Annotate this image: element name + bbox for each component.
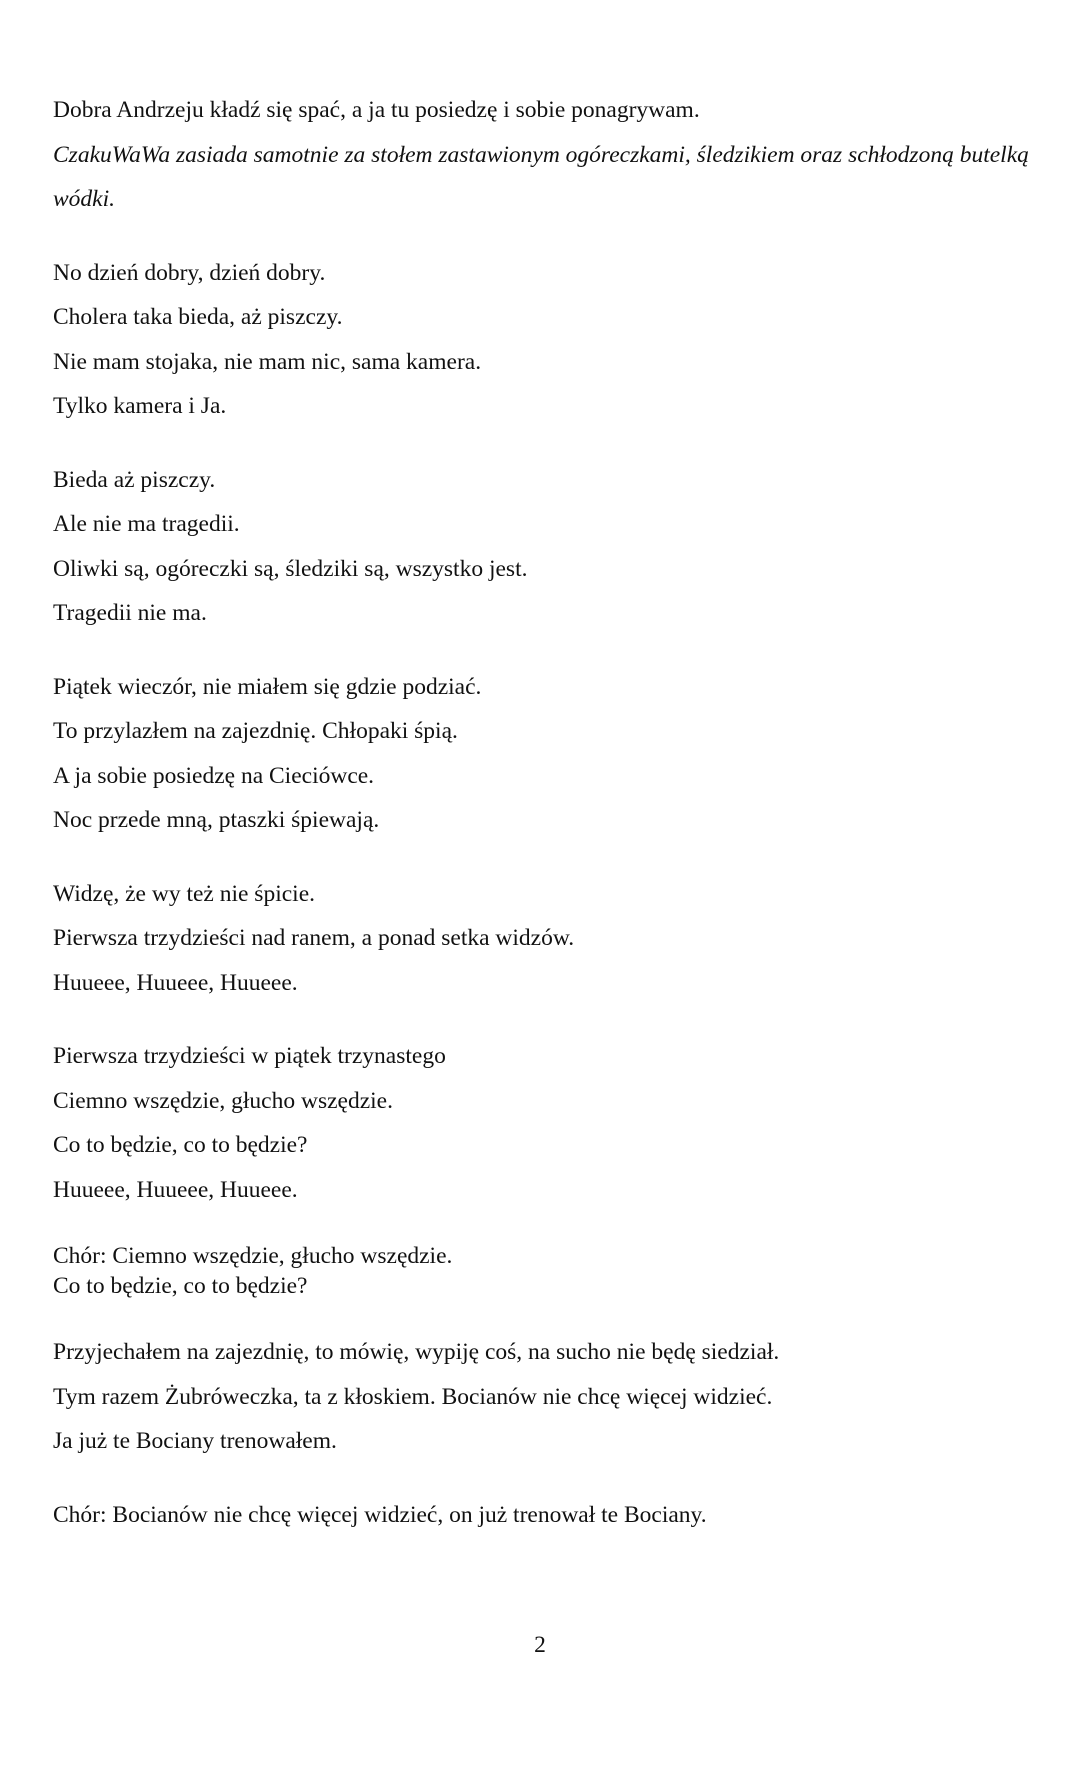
stage-direction: CzakuWaWa zasiada samotnie za stołem zastawionym ogóreczkami, śledzikiem oraz schłodzoną butelką wódki. — [53, 141, 1029, 212]
stanza-line: Noc przede mną, ptaszki śpiewają. — [53, 807, 380, 833]
stanza-3 — [53, 665, 1043, 843]
opening-line: Dobra Andrzeju kładź się spać, a ja tu posiedzę i sobie ponagrywam. — [53, 97, 700, 123]
stanza-line: Widzę, że wy też nie śpicie. — [53, 880, 315, 907]
stanza-line: Pierwsza trzydzieści w piątek trzynastego — [53, 1043, 446, 1069]
chorus-line: Chór: Bocianów nie chcę więcej widzieć, on już trenował te Bociany. — [53, 1501, 707, 1528]
stanza-line: Ciemno wszędzie, głucho wszędzie. — [53, 1087, 393, 1114]
stanza-line: Huueee, Huueee, Huueee. — [53, 1176, 298, 1203]
page-number: 2 — [534, 1632, 546, 1658]
chorus-1 — [53, 1241, 1043, 1301]
stanza-line: Pierwsza trzydzieści nad ranem, a ponad setka widzów. — [53, 925, 575, 951]
chorus-line: Chór: Ciemno wszędzie, głucho wszędzie. — [53, 1243, 453, 1269]
stanza-line: A ja sobie posiedzę na Cieciówce. — [53, 762, 375, 789]
stanza-line: Cholera taka bieda, aż piszczy. — [53, 304, 343, 330]
stanza-line: Tylko kamera i Ja. — [53, 393, 227, 419]
stanza-line: Co to będzie, co to będzie? — [53, 1132, 308, 1158]
stanza-line: Huueee, Huueee, Huueee. — [53, 969, 298, 996]
stanza-line: Ja już te Bociany trenowałem. — [53, 1428, 337, 1454]
chorus-line: Co to będzie, co to będzie? — [53, 1273, 308, 1299]
stanza-line: Bieda aż piszczy. — [53, 466, 216, 493]
stanza-line: To przylazłem na zajezdnię. Chłopaki śpią. — [53, 718, 458, 744]
stanza-line: Przyjechałem na zajezdnię, to mówię, wypiję coś, na sucho nie będę siedział. — [53, 1339, 780, 1365]
stanza-line: Tym razem Żubróweczka, ta z kłoskiem. Bocianów nie chcę więcej widzieć. — [53, 1383, 773, 1410]
stanza-line: Tragedii nie ma. — [53, 600, 207, 626]
stanza-2 — [53, 458, 1043, 636]
stanza-line: Nie mam stojaka, nie mam nic, sama kamera. — [53, 348, 482, 375]
stanza-1 — [53, 251, 1043, 429]
stanza-line: Piątek wieczór, nie miałem się gdzie podziać. — [53, 673, 482, 700]
chorus-2 — [53, 1493, 1043, 1538]
stanza-6 — [53, 1330, 1043, 1464]
stanza-line: No dzień dobry, dzień dobry. — [53, 259, 326, 286]
stanza-4 — [53, 872, 1043, 1006]
document-page — [53, 88, 1043, 1537]
stanza-5 — [53, 1034, 1043, 1212]
stanza-line: Oliwki są, ogóreczki są, śledziki są, wszystko jest. — [53, 555, 528, 582]
opening-block — [53, 88, 1043, 222]
stanza-line: Ale nie ma tragedii. — [53, 511, 240, 537]
